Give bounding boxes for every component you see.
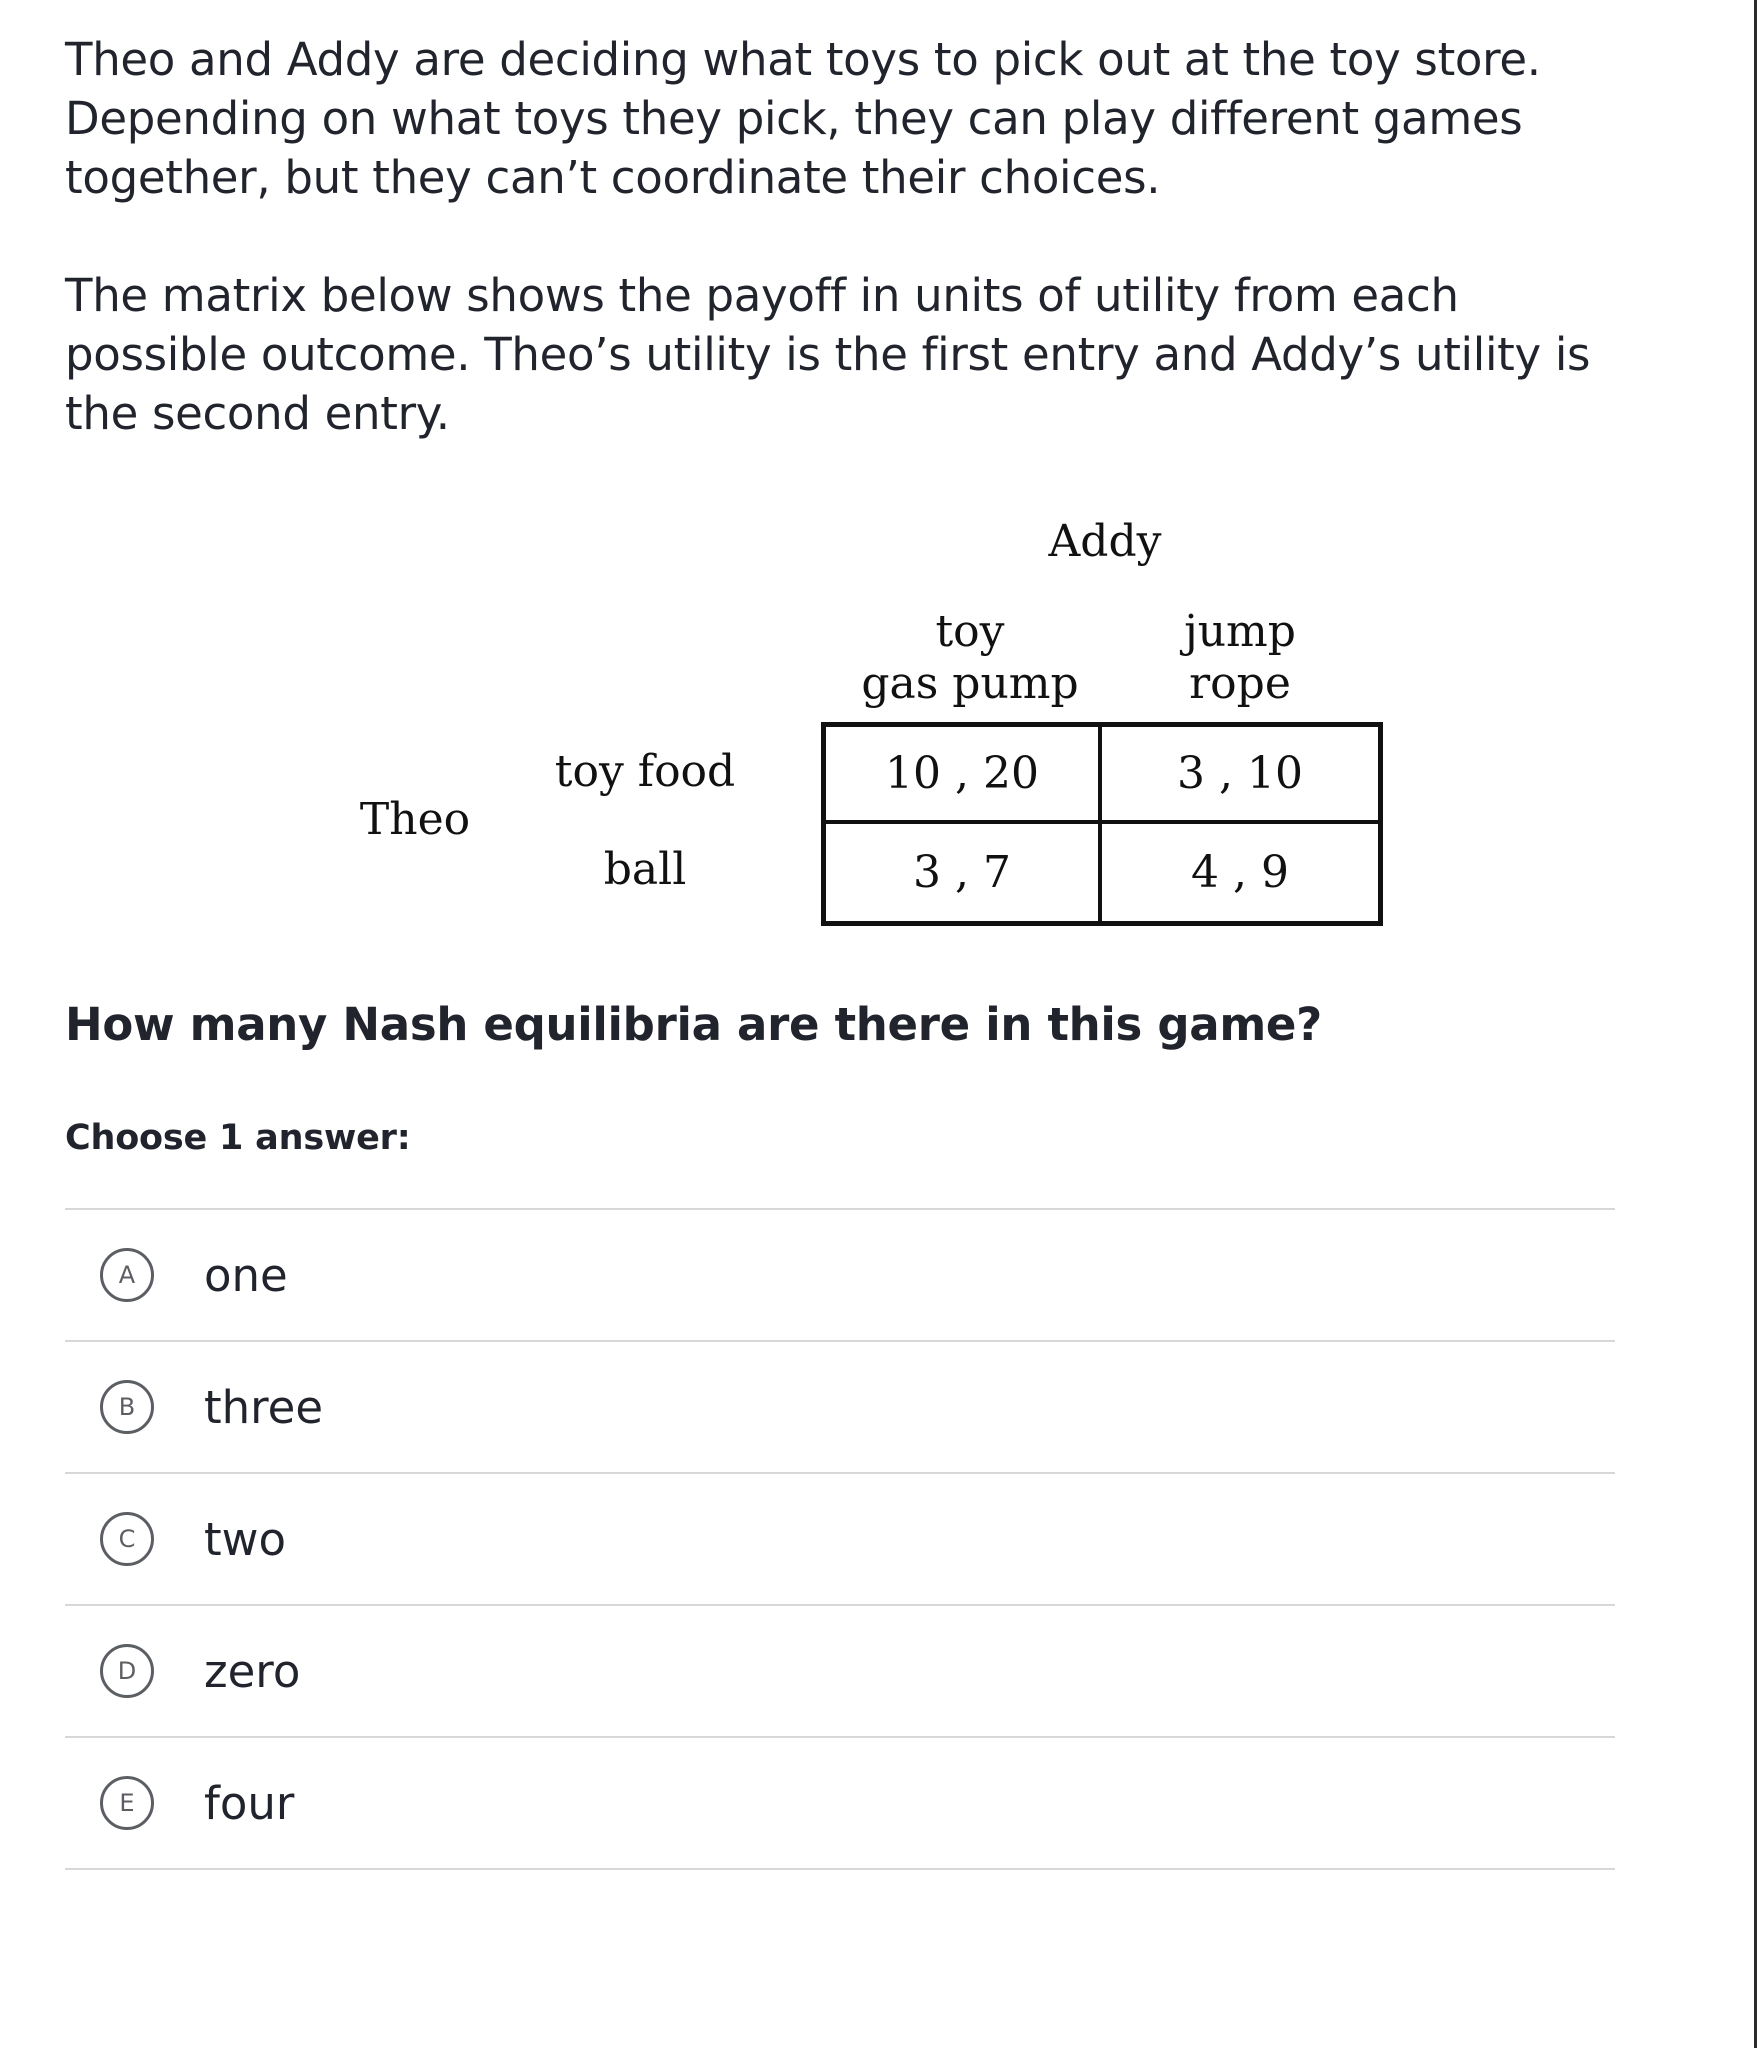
problem-text (65, 30, 1625, 443)
choice-letter-badge: B (100, 1380, 154, 1434)
choice-text: four (204, 1776, 295, 1830)
payoff-grid (821, 722, 1383, 926)
choice-a[interactable] (65, 1210, 1615, 1342)
question-text: How many Nash equilibria are there in this game? (65, 998, 1322, 1051)
choice-c[interactable] (65, 1474, 1615, 1606)
column-header-line: toy (935, 606, 1005, 657)
choice-text: one (204, 1248, 288, 1302)
choice-b[interactable] (65, 1342, 1615, 1474)
column-header-line: jump (1184, 606, 1296, 657)
choice-text: three (204, 1380, 324, 1434)
row-header-ball: ball (603, 844, 687, 895)
choice-letter-badge: D (100, 1644, 154, 1698)
intro-paragraph-1: Theo and Addy are deciding what toys to pick out at the toy store. Depending on what toys they pick, they can play different games together, but they can’t coordinate their choices. (65, 33, 1541, 204)
column-header-line: gas pump (861, 658, 1079, 709)
choice-text: zero (204, 1644, 301, 1698)
column-header-line: rope (1189, 658, 1291, 709)
answer-choices (65, 1208, 1615, 1870)
choice-letter-badge: A (100, 1248, 154, 1302)
payoff-cell: 10 , 20 (826, 727, 1102, 824)
choice-d[interactable] (65, 1606, 1615, 1738)
choice-letter-badge: C (100, 1512, 154, 1566)
choice-letter-badge: E (100, 1776, 154, 1830)
choice-e[interactable] (65, 1738, 1615, 1870)
choose-label: Choose 1 answer: (65, 1118, 411, 1158)
column-header-jump-rope (1140, 606, 1340, 710)
row-header-toy-food: toy food (554, 746, 736, 797)
payoff-cell: 4 , 9 (1191, 847, 1289, 898)
intro-paragraph-2: The matrix below shows the payoff in units of utility from each possible outcome. Theo’s utility is the first entry and Addy’s utility is the second entry. (65, 269, 1591, 440)
row-player-label: Theo (359, 794, 471, 845)
payoff-cell: 3 , 10 (1102, 727, 1378, 824)
payoff-cell: 3 , 7 (826, 824, 1102, 921)
choice-text: two (204, 1512, 286, 1566)
column-player-label: Addy (1048, 516, 1162, 567)
column-header-gas-pump (840, 606, 1100, 710)
